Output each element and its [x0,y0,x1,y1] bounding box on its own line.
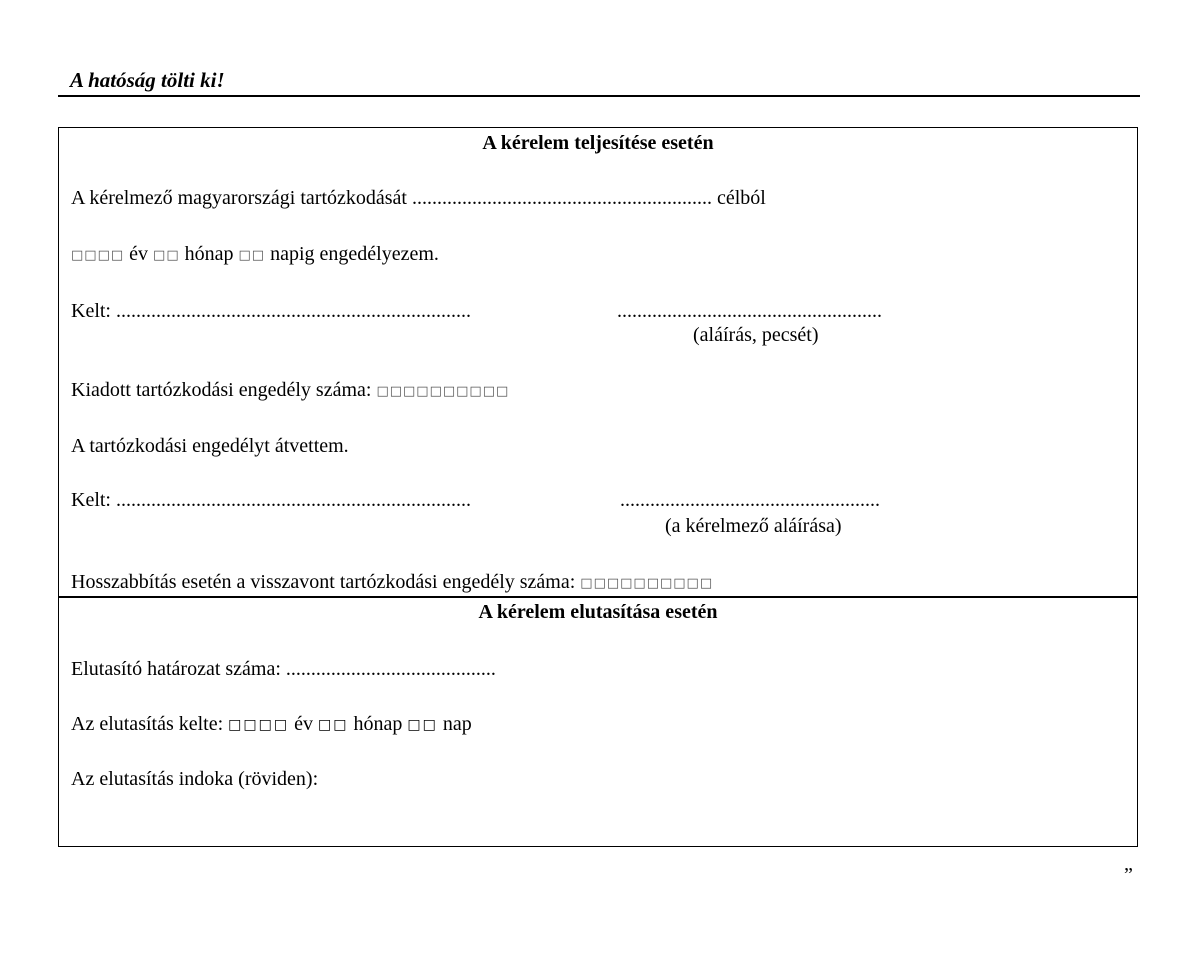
header-divider [58,95,1140,97]
revoked-permit-boxes[interactable]: □□□□□□□□□□ [580,576,714,591]
rejection-date-line [71,713,472,736]
purpose-field[interactable]: ............................................................ [411,187,712,209]
approval-section-title: A kérelem teljesítése esetén [482,132,714,154]
decision-number-field[interactable]: .......................................... [285,658,496,680]
rejection-reason-label: Az elutasítás indoka (röviden): [71,768,319,790]
duration-month-boxes[interactable]: □□ [153,248,180,263]
received-text: A tartózkodási engedélyt átvettem. [71,435,349,457]
purpose-suffix: célból [716,187,766,209]
rejection-section-title: A kérelem elutasítása esetén [478,601,718,623]
date2-label: Kelt: [71,489,111,511]
date2-field[interactable]: ....................................................................... [116,489,471,511]
rejection-year-boxes[interactable]: □□□□ [228,717,290,733]
date1-line [71,300,471,323]
purpose-label: A kérelmező magyarországi tartózkodását [71,187,407,209]
revoked-permit-label: Hosszabbítás esetén a visszavont tartózkodási engedély száma: [71,571,576,593]
approval-section [58,127,1138,598]
date1-label: Kelt: [71,300,111,322]
rejection-day-label: nap [442,713,472,735]
signature2-field[interactable]: .................................................... [620,489,880,511]
rejection-date-label: Az elutasítás kelte: [71,713,224,735]
signature1-caption: (aláírás, pecsét) [693,324,819,346]
duration-day-boxes[interactable]: □□ [238,248,266,263]
rejection-year-label: év [294,713,313,735]
page-header-title: A hatóság tölti ki! [70,68,225,92]
permit-number-label: Kiadott tartózkodási engedély száma: [71,379,372,401]
rejection-section [58,596,1138,847]
closing-quote: ” [1124,864,1133,886]
signature1-field[interactable]: ..................................................... [617,300,882,322]
duration-line [71,243,439,266]
rejection-day-boxes[interactable]: □□ [407,717,438,733]
rejection-month-label: hónap [353,713,403,735]
decision-number-line [71,658,496,681]
duration-year-boxes[interactable]: □□□□ [71,248,125,263]
date2-line [71,489,471,512]
duration-year-label: év [129,243,149,265]
duration-month-label: hónap [184,243,234,265]
permit-number-line [71,379,509,402]
signature2-caption: (a kérelmező aláírása) [665,515,842,537]
permit-number-boxes[interactable]: □□□□□□□□□□ [376,384,510,399]
rejection-month-boxes[interactable]: □□ [317,717,349,733]
decision-number-label: Elutasító határozat száma: [71,658,281,680]
revoked-permit-line [71,571,713,594]
date1-field[interactable]: ....................................................................... [116,300,471,322]
duration-day-label: napig engedélyezem. [270,243,439,265]
purpose-line [71,187,766,210]
